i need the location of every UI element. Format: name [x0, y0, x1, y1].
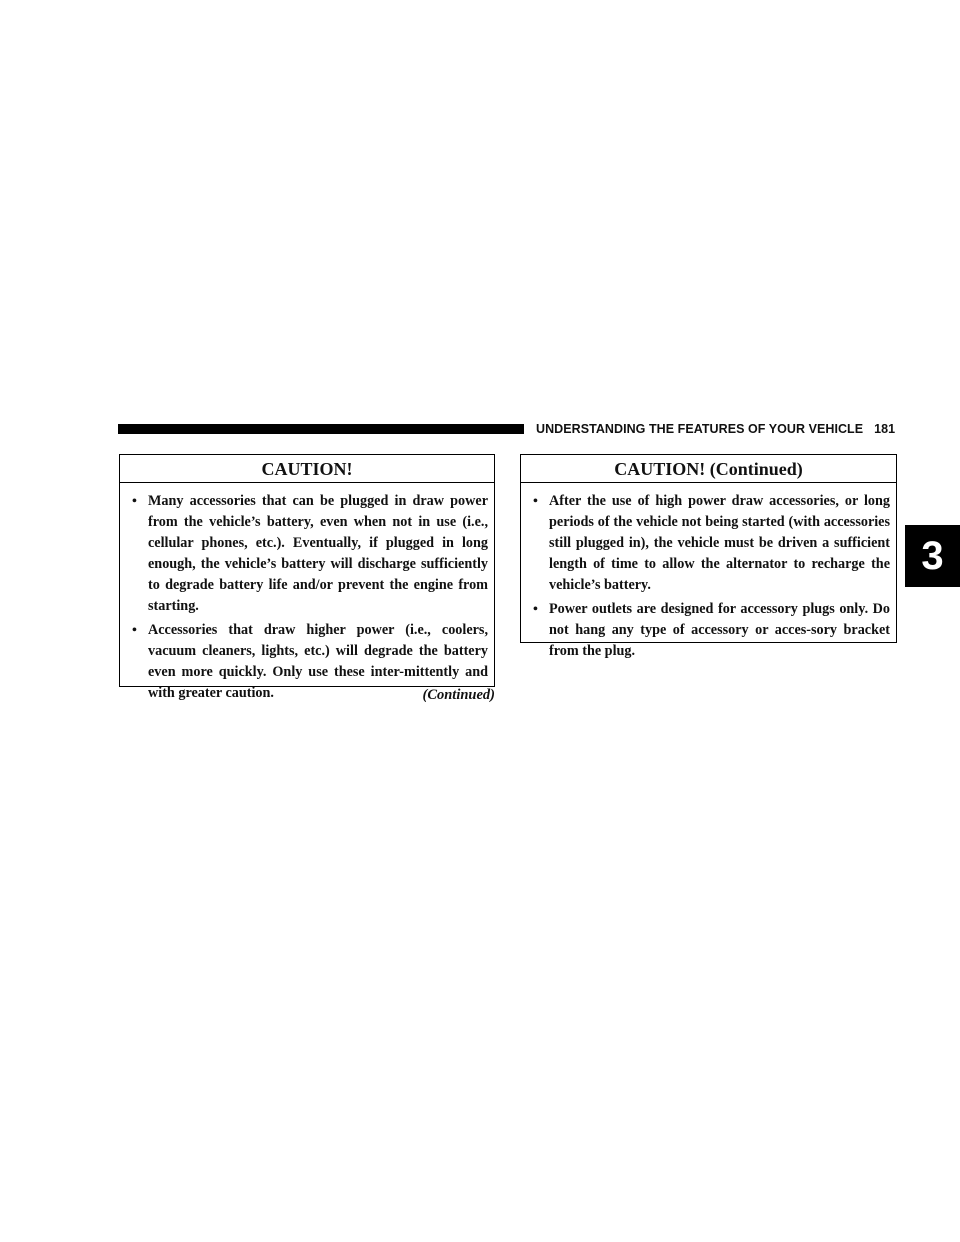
bullet-icon: •	[132, 623, 137, 638]
section-title: UNDERSTANDING THE FEATURES OF YOUR VEHICLE	[536, 422, 864, 436]
caution-list	[521, 483, 896, 662]
caution-item-text: Accessories that draw higher power (i.e., coolers, vacuum cleaners, lights, etc.) will degrade the battery even more quickly. Only use these inter-mittently and with greater caution.	[148, 622, 488, 701]
caution-box-right	[520, 454, 897, 659]
caution-heading: CAUTION!	[120, 455, 494, 483]
continued-note: (Continued)	[422, 687, 495, 703]
caution-heading: CAUTION! (Continued)	[521, 455, 896, 483]
caution-item-text: Power outlets are designed for accessory plugs only. Do not hang any type of accessory or acces-sory bracket from the plug.	[549, 601, 890, 659]
running-header	[536, 421, 906, 437]
bullet-icon: •	[533, 494, 538, 509]
chapter-tab: 3	[905, 525, 960, 587]
bullet-icon: •	[533, 602, 538, 617]
caution-list	[120, 483, 494, 704]
caution-item-text: After the use of high power draw accessories, or long periods of the vehicle not being started (with accessories still plugged in), the vehicle must be driven a sufficient length of time to allow the alternator to recharge the vehicle’s battery.	[549, 493, 890, 593]
caution-item-text: Many accessories that can be plugged in draw power from the vehicle’s battery, even when not in use (i.e., cellular phones, etc.). Eventually, if plugged in long enough, the vehicle’s battery will discharge sufficiently to degrade battery life and/or prevent the engine from starting.	[148, 493, 488, 614]
page-number: 181	[874, 422, 896, 436]
bullet-icon: •	[132, 494, 137, 509]
caution-item	[128, 491, 488, 617]
header-rule	[118, 424, 524, 434]
caution-item	[529, 599, 890, 662]
caution-item	[529, 491, 890, 596]
